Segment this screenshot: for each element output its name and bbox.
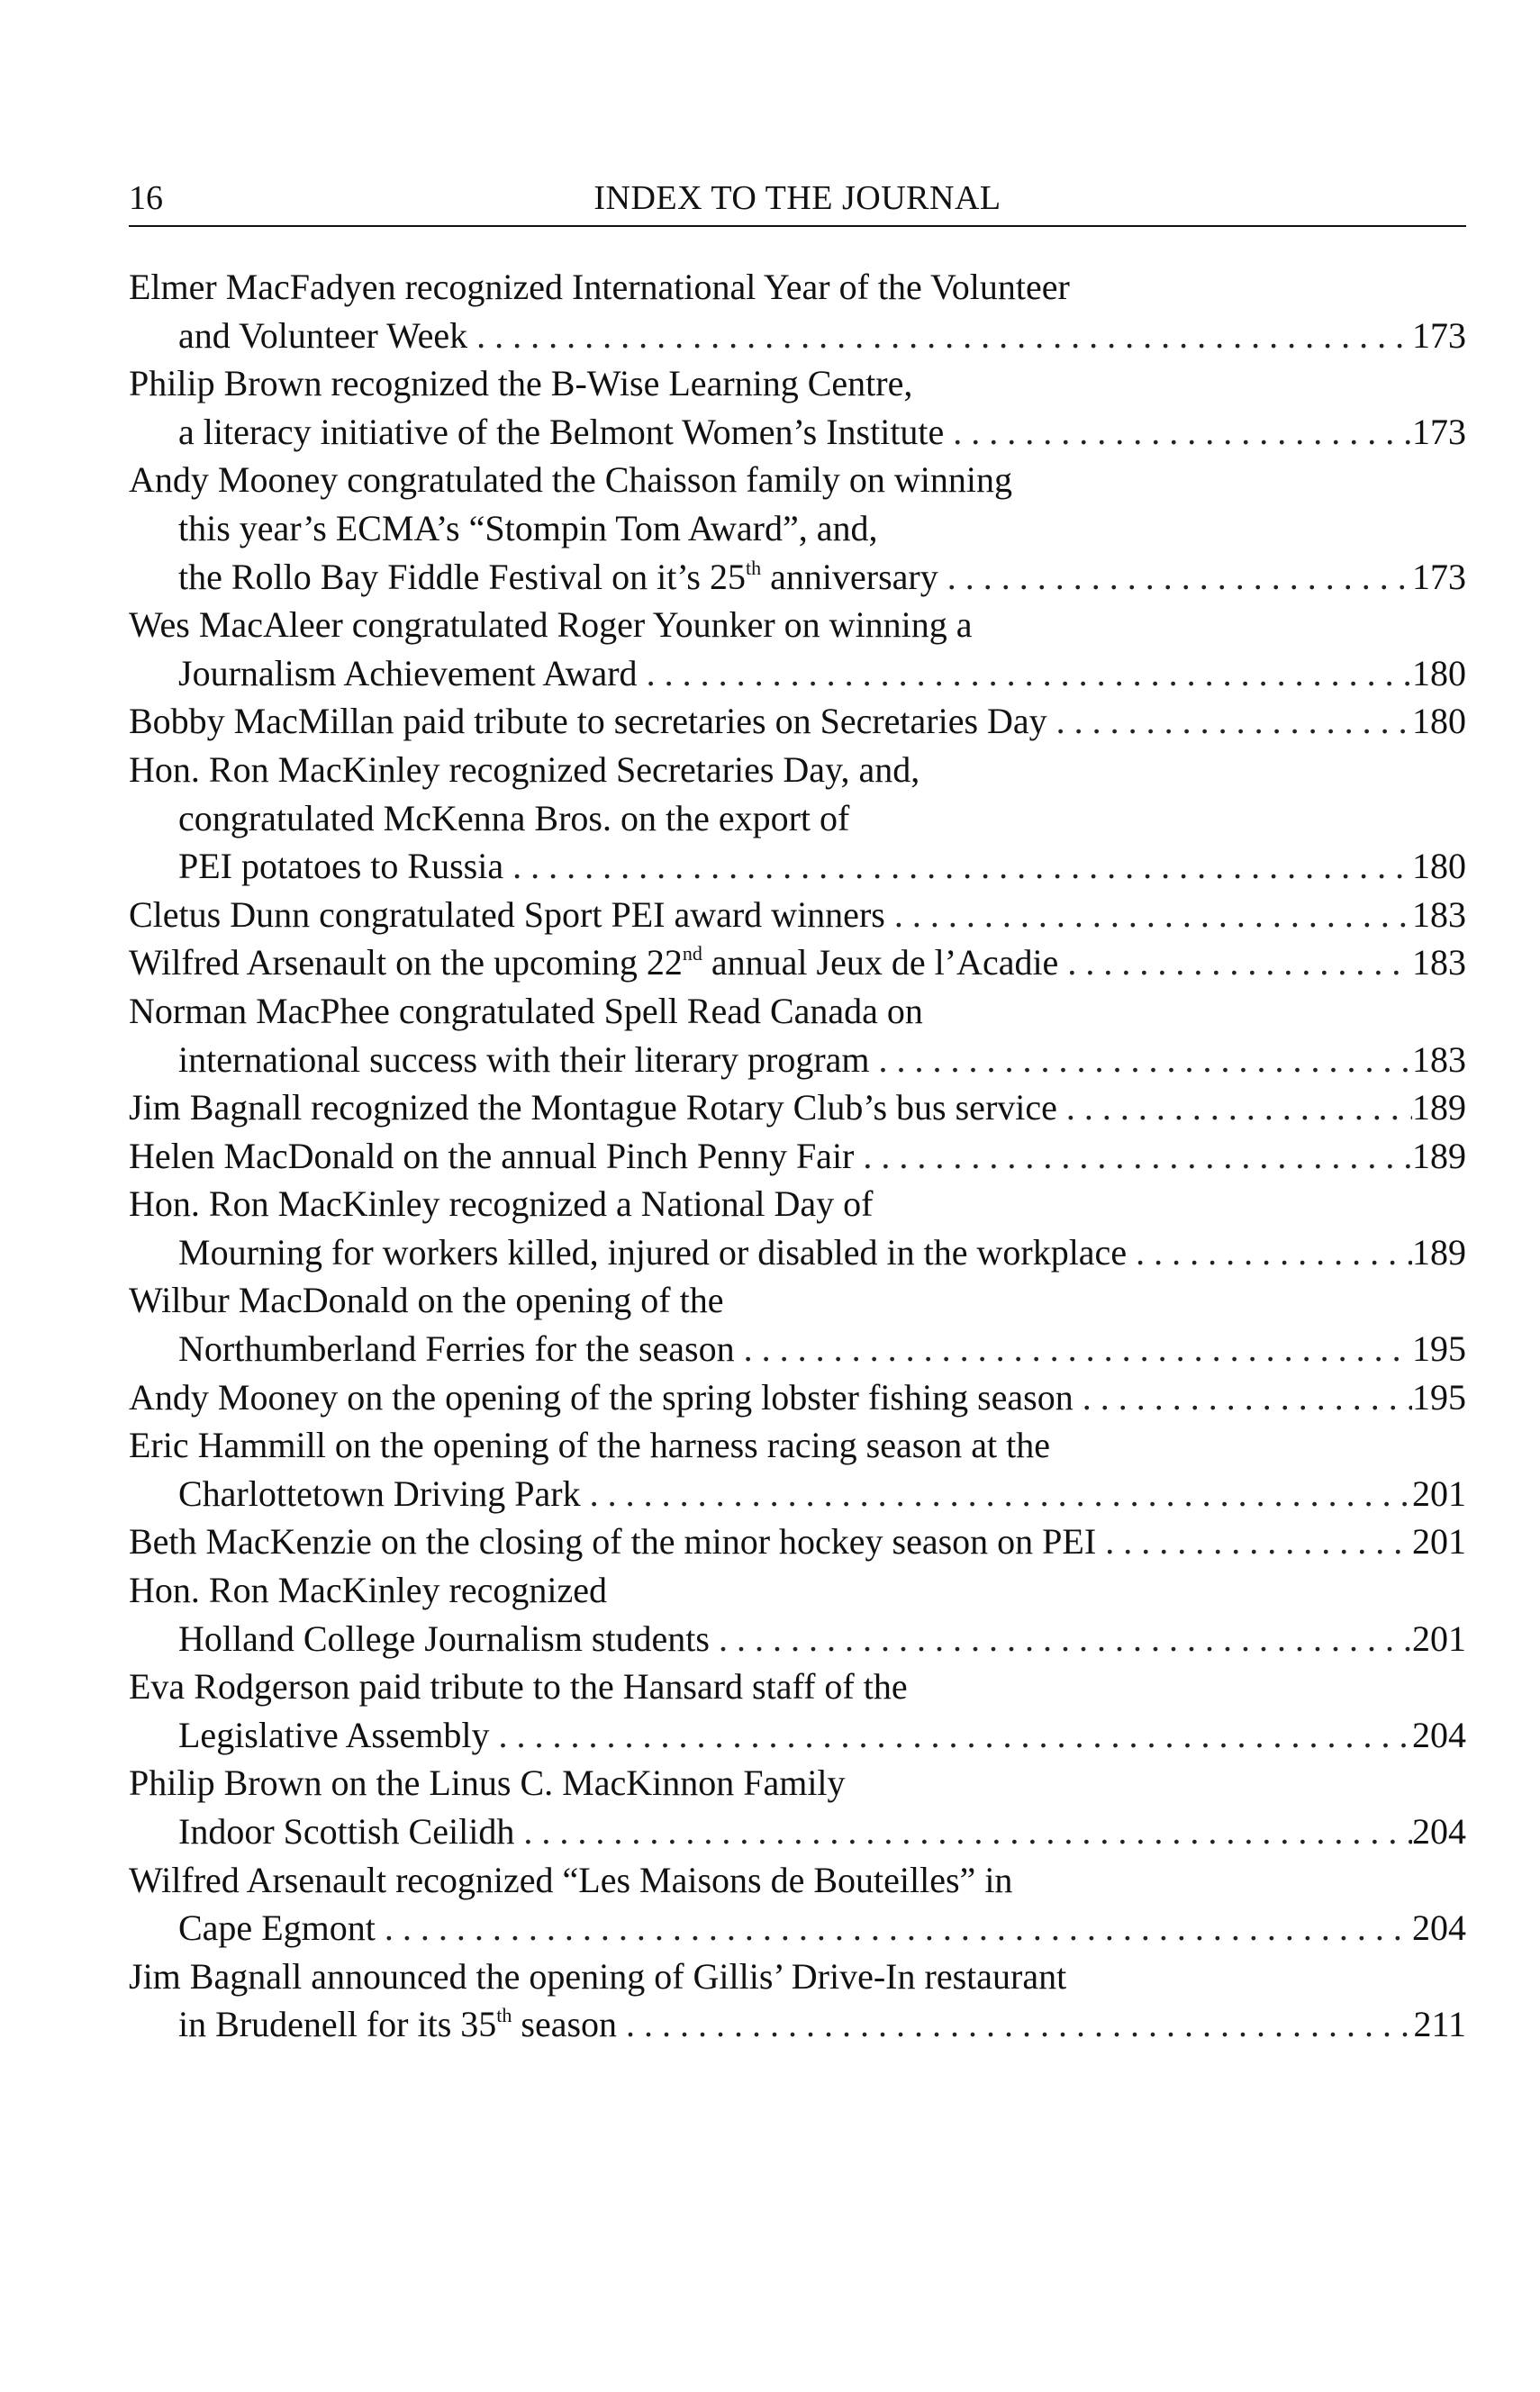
entry-final-text: Cletus Dunn congratulated Sport PEI award winners (129, 893, 885, 935)
dot-leader (1073, 1373, 1412, 1422)
entry-final-line (129, 1036, 1466, 1084)
entry-text-line: this year’s ECMA’s “Stompin Tom Award”, and, (178, 507, 878, 548)
page-header (129, 171, 1466, 227)
page-reference: 189 (1412, 1231, 1466, 1273)
page-reference: 204 (1412, 1907, 1466, 1949)
entry-final-text (129, 938, 1058, 987)
entry-text-line: congratulated McKenna Bros. on the export of (178, 797, 850, 838)
index-entry (129, 1421, 1466, 1518)
entry-final-line (129, 1083, 1466, 1132)
index-entry (129, 746, 1466, 891)
page-reference: 180 (1412, 846, 1466, 887)
index-entry (129, 1083, 1466, 1132)
entry-final-line (129, 1470, 1466, 1518)
entry-final-line (129, 1518, 1466, 1566)
entry-final-text: Legislative Assembly (178, 1714, 490, 1755)
index-entry (129, 601, 1466, 697)
page-reference: 201 (1412, 1521, 1466, 1563)
index-entry (129, 1518, 1466, 1566)
entry-final-line (129, 408, 1466, 457)
page-reference: 183 (1412, 1038, 1466, 1080)
entry-final-line (129, 1373, 1466, 1422)
entry-text-line: Philip Brown on the Linus C. MacKinnon Family (129, 1762, 846, 1804)
index-entry (129, 938, 1466, 987)
entry-text-line: Wilbur MacDonald on the opening of the (129, 1280, 724, 1321)
entry-final-line (129, 1711, 1466, 1760)
entry-final-line (129, 938, 1466, 987)
entry-final-line (129, 312, 1466, 360)
entry-final-text: and Volunteer Week (178, 314, 468, 356)
entry-final-line (129, 1808, 1466, 1856)
page-reference: 189 (1412, 1087, 1466, 1128)
page-reference: 204 (1412, 1714, 1466, 1755)
entry-text-line: Hon. Ron MacKinley recognized Secretaries Day, and, (129, 748, 920, 790)
dot-leader (376, 1904, 1412, 1953)
dot-leader (1057, 1083, 1412, 1132)
dot-leader (870, 1036, 1412, 1084)
ordinal-superscript: th (746, 556, 762, 579)
index-entry (129, 891, 1466, 939)
page-reference: 195 (1412, 1328, 1466, 1370)
entry-final-text: PEI potatoes to Russia (178, 846, 504, 887)
entry-text-line: Jim Bagnall announced the opening of Gillis’ Drive-In restaurant (129, 1955, 1067, 1997)
entry-final-line (129, 1228, 1466, 1277)
dot-leader (467, 312, 1412, 360)
entry-final-text: Helen MacDonald on the annual Pinch Penny Fair (129, 1135, 855, 1176)
index-entry (129, 1759, 1466, 1855)
ordinal-superscript: th (496, 2004, 512, 2027)
entry-text-line: Wilfred Arsenault recognized “Les Maisons de Bouteilles” in (129, 1859, 1013, 1900)
page-reference: 180 (1412, 701, 1466, 742)
entry-text-line: Andy Mooney congratulated the Chaisson family on winning (129, 459, 1012, 501)
entry-final-line (129, 1132, 1466, 1181)
dot-leader (617, 2000, 1412, 2049)
entry-final-text: Beth MacKenzie on the closing of the minor hockey season on PEI (129, 1521, 1097, 1563)
entry-text-post: season (512, 2004, 618, 2045)
dot-leader (1047, 697, 1412, 746)
dot-leader (638, 649, 1412, 698)
page-reference: 201 (1412, 1472, 1466, 1514)
page-reference: 183 (1412, 893, 1466, 935)
entry-final-text: Charlottetown Driving Park (178, 1472, 581, 1514)
page-number: 16 (129, 179, 163, 217)
page-reference: 180 (1412, 652, 1466, 693)
index-entry (129, 263, 1466, 359)
dot-leader (735, 1325, 1412, 1373)
dot-leader (710, 1615, 1412, 1663)
index-entry (129, 1180, 1466, 1276)
entry-final-line (129, 1904, 1466, 1953)
page-reference: 173 (1412, 411, 1466, 452)
index-entry (129, 1566, 1466, 1663)
index-entry (129, 1856, 1466, 1953)
entry-final-line (129, 1615, 1466, 1663)
entry-final-text: Bobby MacMillan paid tribute to secretaries on Secretaries Day (129, 701, 1047, 742)
entry-text-line: Eric Hammill on the opening of the harness racing season at the (129, 1425, 1051, 1466)
entry-text-pre: Wilfred Arsenault on the upcoming 22 (129, 942, 683, 983)
entry-final-line (129, 1325, 1466, 1373)
entry-final-text: a literacy initiative of the Belmont Women’s Institute (178, 411, 945, 452)
index-entry (129, 456, 1466, 601)
dot-leader (514, 1808, 1412, 1856)
entry-text-line: Hon. Ron MacKinley recognized (129, 1570, 607, 1611)
index-entry (129, 697, 1466, 746)
dot-leader (503, 842, 1412, 891)
dot-leader (885, 891, 1412, 939)
dot-leader (854, 1132, 1412, 1181)
entry-text-line: Wes MacAleer congratulated Roger Younker on winning a (129, 604, 973, 646)
page-reference: 173 (1412, 314, 1466, 356)
dot-leader (944, 408, 1412, 457)
ordinal-superscript: nd (682, 942, 702, 965)
entry-final-line (129, 2000, 1466, 2049)
index-entry (129, 359, 1466, 456)
entry-final-text: Holland College Journalism students (178, 1617, 710, 1659)
entry-text-pre: the Rollo Bay Fiddle Festival on it’s 25 (178, 556, 746, 597)
entry-text-line: Eva Rodgerson paid tribute to the Hansard staff of the (129, 1666, 908, 1708)
entry-text-line: Norman MacPhee congratulated Spell Read Canada on (129, 990, 923, 1031)
page-reference: 183 (1412, 942, 1466, 983)
index-entry (129, 1663, 1466, 1759)
index-entry (129, 1953, 1466, 2049)
page-reference: 201 (1412, 1617, 1466, 1659)
entry-final-text: Andy Mooney on the opening of the spring lobster fishing season (129, 1376, 1073, 1418)
entry-text-post: annual Jeux de l’Acadie (702, 942, 1059, 983)
entry-final-line (129, 649, 1466, 698)
entry-final-line (129, 891, 1466, 939)
entry-final-line (129, 553, 1466, 602)
entry-final-text: Cape Egmont (178, 1907, 376, 1949)
dot-leader (938, 553, 1412, 602)
entry-final-line (129, 697, 1466, 746)
page-reference: 173 (1412, 556, 1466, 597)
page-reference: 195 (1412, 1376, 1466, 1418)
entry-final-text: Journalism Achievement Award (178, 652, 638, 693)
entry-final-text: Indoor Scottish Ceilidh (178, 1811, 515, 1852)
entry-text-pre: in Brudenell for its 35 (178, 2004, 497, 2045)
index-entry (129, 1276, 1466, 1373)
dot-leader (1127, 1228, 1412, 1277)
entry-final-text (178, 553, 938, 602)
entry-text-line: Philip Brown recognized the B-Wise Learning Centre, (129, 363, 913, 404)
dot-leader (1058, 938, 1412, 987)
running-title: INDEX TO THE JOURNAL (593, 179, 1001, 217)
entry-final-line (129, 842, 1466, 891)
entry-final-text (178, 2000, 617, 2049)
entry-final-text: Jim Bagnall recognized the Montague Rotary Club’s bus service (129, 1087, 1057, 1128)
page-reference: 204 (1412, 1811, 1466, 1852)
entry-final-text: international success with their literary program (178, 1038, 870, 1080)
page-reference: 211 (1413, 2004, 1466, 2045)
entry-text-line: Hon. Ron MacKinley recognized a National Day of (129, 1183, 874, 1225)
index-entry (129, 987, 1466, 1083)
entry-text-post: anniversary (761, 556, 938, 597)
entry-final-text: Northumberland Ferries for the season (178, 1328, 735, 1370)
dot-leader (1096, 1518, 1412, 1566)
entry-final-text: Mourning for workers killed, injured or disabled in the workplace (178, 1231, 1128, 1273)
index-entry (129, 1373, 1466, 1422)
index-list (129, 263, 1466, 2049)
dot-leader (490, 1711, 1412, 1760)
page-reference: 189 (1412, 1135, 1466, 1176)
index-entry (129, 1132, 1466, 1181)
entry-text-line: Elmer MacFadyen recognized International Year of the Volunteer (129, 267, 1070, 307)
dot-leader (581, 1470, 1412, 1518)
